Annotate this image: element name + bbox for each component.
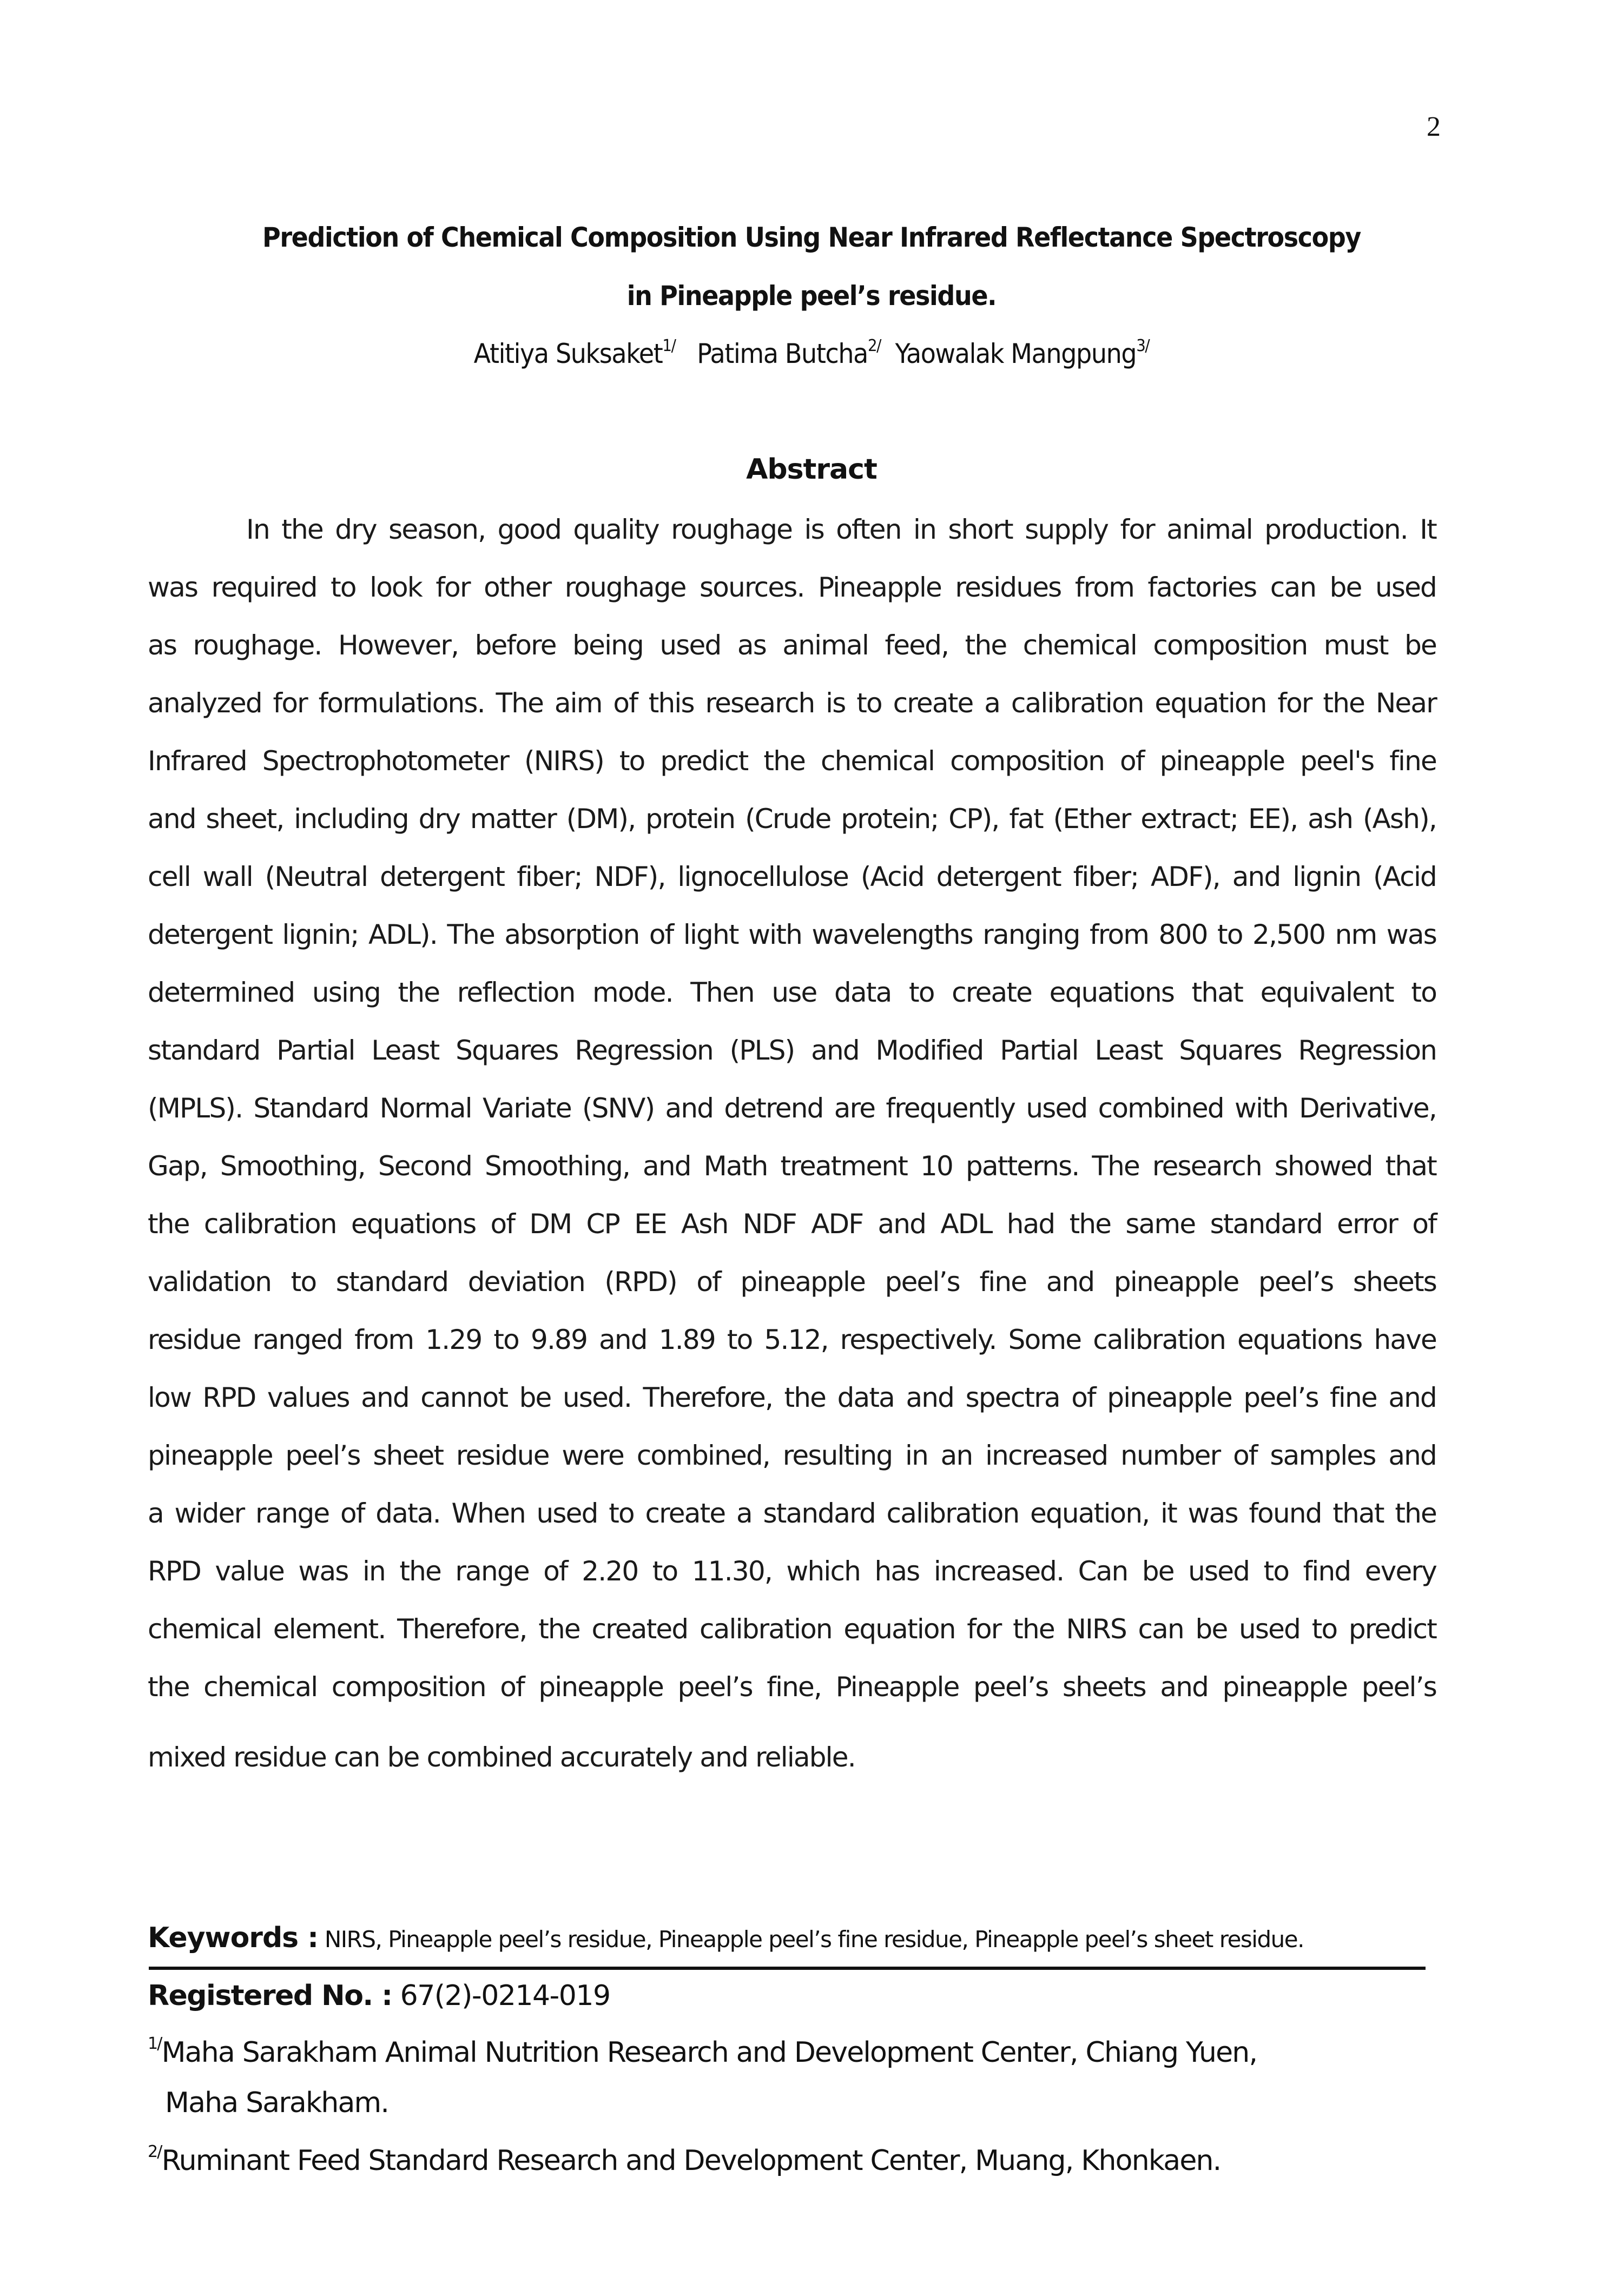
page-number: 2 xyxy=(1427,111,1441,142)
footnote-text: Maha Sarakham Animal Nutrition Research and Development Center, Chiang Yuen, xyxy=(161,2036,1257,2069)
abstract-line: Infrared Spectrophotometer (NIRS) to predict the chemical composition of pineapple peel's fine xyxy=(148,745,1436,777)
abstract-line: a wider range of data. When used to create a standard calibration equation, it was found that the xyxy=(148,1498,1436,1529)
footnote-mark: 1/ xyxy=(148,2034,162,2053)
abstract-line: mixed residue can be combined accurately and reliable. xyxy=(148,1742,855,1773)
abstract-line: chemical element. Therefore, the created calibration equation for the NIRS can be used to predict xyxy=(148,1613,1436,1645)
abstract-line: validation to standard deviation (RPD) of pineapple peel’s fine and pineapple peel’s sheets xyxy=(148,1266,1436,1298)
author-affiliation-mark: 2/ xyxy=(867,336,881,355)
author-affiliation-mark: 3/ xyxy=(1136,336,1150,355)
abstract-line: standard Partial Least Squares Regression (PLS) and Modified Partial Least Squares Regression xyxy=(148,1035,1436,1066)
abstract-line: residue ranged from 1.29 to 9.89 and 1.89 to 5.12, respectively. Some calibration equations have xyxy=(148,1324,1436,1355)
registration-label: Registered No. : xyxy=(148,1980,392,2012)
abstract-line: cell wall (Neutral detergent fiber; NDF), lignocellulose (Acid detergent fiber; ADF), and lignin (Acid xyxy=(148,861,1436,892)
footnote-affiliation-1-cont xyxy=(165,2087,388,2119)
registration-value: 67(2)-0214-019 xyxy=(392,1980,610,2012)
author-name: Atitiya Suksaket xyxy=(473,338,663,369)
abstract-heading: Abstract xyxy=(746,453,877,486)
author-affiliation-mark: 1/ xyxy=(662,336,676,355)
footnote-text: Maha Sarakham. xyxy=(165,2087,389,2119)
abstract-line: was required to look for other roughage sources. Pineapple residues from factories can be used xyxy=(148,572,1436,603)
abstract-line: the calibration equations of DM CP EE Ash NDF ADF and ADL had the same standard error of xyxy=(148,1208,1436,1240)
abstract-line: low RPD values and cannot be used. Therefore, the data and spectra of pineapple peel’s fine and xyxy=(148,1382,1436,1413)
footnote-mark: 2/ xyxy=(148,2142,162,2161)
abstract-line: determined using the reflection mode. Then use data to create equations that equivalent to xyxy=(148,977,1436,1008)
keywords-label: Keywords : xyxy=(148,1922,319,1954)
registration-number xyxy=(148,1980,610,2012)
footnote-divider xyxy=(149,1967,1426,1970)
keywords-value: NIRS, Pineapple peel’s residue, Pineapple peel’s fine residue, Pineapple peel’s sheet residue. xyxy=(318,1926,1304,1953)
paper-title-line-2: in Pineapple peel’s residue. xyxy=(626,280,997,312)
abstract-line: detergent lignin; ADL). The absorption of light with wavelengths ranging from 800 to 2,500 nm was xyxy=(148,919,1436,950)
abstract-line: RPD value was in the range of 2.20 to 11.30, which has increased. Can be used to find every xyxy=(148,1556,1436,1587)
abstract-line: pineapple peel’s sheet residue were combined, resulting in an increased number of samples and xyxy=(148,1440,1436,1471)
abstract-line: the chemical composition of pineapple peel’s fine, Pineapple peel’s sheets and pineapple peel’s xyxy=(148,1671,1436,1703)
footnote-text: Ruminant Feed Standard Research and Development Center, Muang, Khonkaen. xyxy=(161,2145,1221,2177)
footnote-affiliation-1 xyxy=(148,2036,1257,2069)
abstract-line: and sheet, including dry matter (DM), protein (Crude protein; CP), fat (Ether extract; EE), ash (Ash), xyxy=(148,803,1436,835)
abstract-line: analyzed for formulations. The aim of this research is to create a calibration equation for the Near xyxy=(148,687,1436,719)
keywords xyxy=(148,1922,1446,1954)
paper-title-line-1: Prediction of Chemical Composition Using Near Infrared Reflectance Spectroscopy xyxy=(262,222,1361,253)
abstract-line: Gap, Smoothing, Second Smoothing, and Math treatment 10 patterns. The research showed that xyxy=(148,1150,1436,1182)
author-name: Patima Butcha xyxy=(697,338,868,369)
author-list xyxy=(65,338,1558,369)
abstract-line: as roughage. However, before being used as animal feed, the chemical composition must be xyxy=(148,630,1436,661)
abstract-line: (MPLS). Standard Normal Variate (SNV) and detrend are frequently used combined with Derivative, xyxy=(148,1093,1436,1124)
footnote-affiliation-2 xyxy=(148,2142,1221,2177)
author-name: Yaowalak Mangpung xyxy=(895,338,1137,369)
abstract-line: In the dry season, good quality roughage is often in short supply for animal production. It xyxy=(246,514,1436,545)
